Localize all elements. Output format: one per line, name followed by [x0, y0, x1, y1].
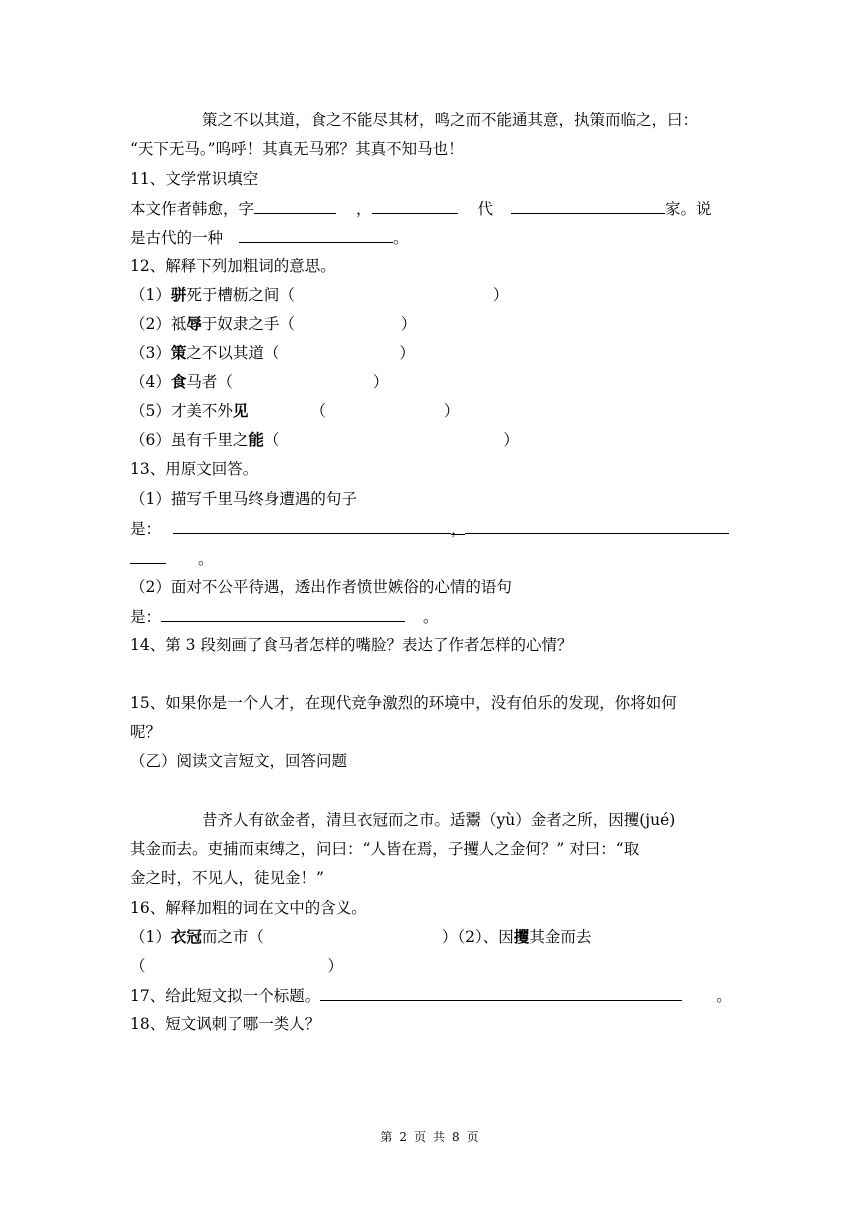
footer-text: 页: [466, 1130, 480, 1144]
item-text: （: [263, 431, 280, 449]
close-paren: ）: [503, 431, 519, 449]
open-paren: （: [130, 957, 146, 975]
item-number: （6）: [130, 431, 171, 449]
part-b-title: （乙）阅读文言短文，回答问题: [130, 752, 348, 770]
q12-item-6: [130, 430, 519, 450]
bold-word: 能: [248, 430, 264, 449]
item-number: （1）: [130, 928, 171, 946]
passage-a-line-2: “天下无马。”呜呼！其真无马邪？其真不知马也！: [130, 140, 464, 158]
q13-part-1-answer-cont: [130, 548, 214, 569]
bold-word: 衣冠: [170, 927, 202, 946]
item-prefix: 祗: [170, 315, 187, 333]
question-16-title: 16、解释加粗的词在文中的含义。: [130, 899, 367, 917]
close-paren: ）: [399, 344, 415, 362]
footer-text: 第: [380, 1130, 394, 1144]
close-paren: ）: [441, 928, 458, 946]
passage-b-line-2: 其金而去。吏捕而束缚之，问曰：“人皆在焉，子攫人之金何？” 对曰：“取: [130, 840, 640, 858]
item-number: （3）: [130, 344, 171, 362]
passage-b-line-3: 金之时，不见人，徒见金！”: [130, 869, 324, 887]
item-number: （2）: [130, 315, 171, 333]
q12-item-2: [130, 314, 416, 334]
q11-text-f: 。: [393, 229, 409, 247]
q16-items: [130, 927, 591, 947]
bold-word: 骈: [170, 285, 187, 304]
item-number: （2）、因: [457, 928, 514, 946]
footer-text: 页: [413, 1130, 427, 1144]
q13-part-1: （1）描写千里马终身遭遇的句子: [130, 490, 357, 508]
answer-blank-genre[interactable]: [239, 227, 393, 243]
q13-part-2-answer: [130, 606, 439, 627]
item-text: 而之市（: [201, 928, 264, 946]
period: 。: [198, 550, 214, 568]
item-text: 其金而去: [529, 928, 592, 946]
period: 。: [716, 987, 732, 1005]
item-text: （: [310, 402, 326, 420]
q13-part-1-answer: [130, 518, 729, 539]
bold-word: 食: [170, 372, 187, 391]
bold-word: 攫: [513, 927, 530, 946]
answer-blank-1[interactable]: [173, 518, 451, 534]
footer-text: 共: [433, 1130, 447, 1144]
q11-text-d: 家。说: [665, 200, 712, 218]
question-13-title: 13、用原文回答。: [130, 460, 259, 478]
page-footer: [0, 1128, 860, 1145]
period: 。: [423, 608, 439, 626]
item-text: 之不以其道（: [186, 344, 280, 362]
current-page-number: 2: [399, 1130, 408, 1144]
item-prefix: 才美不外: [170, 402, 233, 420]
q11-text-c: 代: [477, 200, 494, 218]
passage-a-line-1: 策之不以其道，食之不能尽其材，鸣之而不能通其意，执策而临之，曰：: [202, 111, 699, 129]
q12-item-4: [130, 372, 388, 392]
answer-blank-4[interactable]: [161, 606, 405, 622]
answer-blank-courtesy-name[interactable]: [254, 198, 336, 214]
bold-word: 策: [170, 343, 187, 362]
answer-blank-2[interactable]: [465, 518, 729, 534]
question-17: [130, 985, 732, 1006]
total-page-number: 8: [452, 1130, 461, 1144]
bold-word: 见: [232, 401, 249, 420]
item-number: （5）: [130, 402, 171, 420]
item-text: 死于槽枥之间（: [186, 286, 295, 304]
question-11-line-2: [130, 227, 409, 248]
item-number: （1）: [130, 286, 171, 304]
question-11-line-1: [130, 198, 712, 219]
question-12-title: 12、解释下列加粗词的意思。: [130, 257, 336, 275]
question-15-line-1: 15、如果你是一个人才，在现代竞争激烈的环境中，没有伯乐的发现，你将如何: [130, 694, 677, 712]
question-15-line-2: 呢？: [130, 723, 162, 741]
item-text: 马者（: [186, 373, 233, 391]
q11-text-b: ，: [356, 200, 372, 218]
q16-item-2-answer: [130, 956, 343, 976]
item-number: （4）: [130, 373, 171, 391]
item-text: 于奴隶之手（: [201, 315, 295, 333]
close-paren: ）: [443, 402, 460, 420]
q11-text-e: 是古代的一种: [130, 229, 224, 247]
label-is: 是：: [130, 520, 162, 538]
close-paren: ）: [372, 373, 389, 391]
answer-blank-3[interactable]: [130, 548, 166, 564]
answer-blank-dynasty[interactable]: [372, 198, 458, 214]
item-prefix: 虽有千里之: [170, 431, 249, 449]
question-17-title: 17、给此短文拟一个标题。: [130, 987, 321, 1005]
close-paren: ）: [327, 957, 344, 975]
answer-blank-title[interactable]: [320, 985, 682, 1001]
bold-word: 辱: [186, 314, 202, 333]
q12-item-1: [130, 285, 508, 305]
q12-item-3: [130, 343, 415, 363]
question-11-title: 11、文学常识填空: [130, 170, 259, 188]
passage-b-line-1: 昔齐人有欲金者，清旦衣冠而之市。适鬻（yù）金者之所，因攫(jué): [202, 811, 676, 829]
comma: ，: [451, 520, 467, 538]
q13-part-2: （2）面对不公平待遇，透出作者愤世嫉俗的心情的语句: [130, 578, 512, 596]
close-paren: ）: [492, 286, 509, 304]
close-paren: ）: [400, 315, 417, 333]
question-14-title: 14、第 3 段刻画了食马者怎样的嘴脸？表达了作者怎样的心情？: [130, 636, 573, 654]
question-18-title: 18、短文讽刺了哪一类人？: [130, 1015, 321, 1033]
q11-text-a: 本文作者韩愈，字: [130, 200, 255, 218]
q12-item-5: [130, 401, 459, 421]
label-is: 是：: [130, 608, 162, 626]
answer-blank-school[interactable]: [511, 198, 665, 214]
